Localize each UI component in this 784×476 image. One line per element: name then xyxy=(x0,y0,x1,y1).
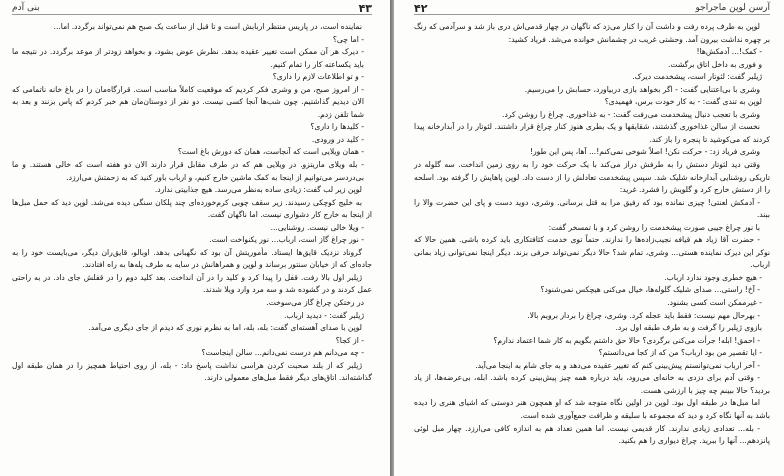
paragraph: - از کجا؟ xyxy=(335,335,364,345)
right-running-head: آرسن لوپن ماجراجو xyxy=(695,3,770,13)
paragraph: - همان ویلایی است که آنجاست، همان که دورش باغ است؟ xyxy=(177,147,364,157)
paragraph: - کمک!... آدمکش‌ها! xyxy=(696,47,762,57)
paragraph: ژیلبر گفت: لئوتار است، پیشخدمت دیرک. xyxy=(632,72,762,82)
paragraph: نماینده است، در پاریس منتظر اربابش است و تا قبل از ساعت یک صبح هم نمی‌تواند برگردد. اما... xyxy=(53,22,362,31)
paragraph: اما مبل‌ها در طبقه اول بود. لوپن در اولین نگاه متوجه شد که او همچون هنر دوستی که اشیای هنری را دیده باشد به آنها نگاه کرد و دید که مجموعه با سلیقه و ظرافت جمع‌آوری شده است. xyxy=(414,398,770,420)
paragraph: - حضرت آقا زیاد هم قیافه نجیب‌زاده‌ها را ندارند. حتماً توی خدمت کثافتکاری باید کرده باشی. همین حالا که نوکر این دیرک نماینده هستی... وشری، تمام شد؟ حالا دیگر نمی‌تواند حرفی بزند. دیگر اینجا نمی‌توانی زیاد بمانی ارباب. xyxy=(414,235,770,270)
paragraph: ژیلبر اول بالا رفت. قفل را پیدا کرد و کلید را در آن انداخت. بعد کلید دوم را در قفلش جای داد. در به راحتی عمل کردند و در گشوده شد و سه مرد وارد ویلا شدند. xyxy=(12,272,372,295)
paragraph: لوپن به طرف پرده رفت و داشت آن را کنار می‌زد که ناگهان در چهار قدمی‌اش دری باز شد و سرآدمی که رنگ بر چهره نداشت بیرون آمد. وحشتی غریب در چشمانش خوانده می‌شد. فریاد کشید: xyxy=(414,22,770,44)
left-page xyxy=(0,0,390,476)
paragraph: وقتی دید لئوتار دستش را به طرفش دراز می‌کند با یک حرکت خود را به روی زمین انداخت. سه گلوله در تاریکی روشنایی آبدارخانه شلیک شد. سپس پیشخدمت تعادلش را از دست داد. لوپن پاهایش را گرفته بود. اسلحه را از دستش خارج کرد و گلویش را فشرد. غرید: xyxy=(414,160,770,195)
paragraph: - چه می‌دانم هم درست نمی‌دانم... سالن اینجاست؟ xyxy=(201,348,364,358)
paragraph: - هیچ خطری وجود ندارد ارباب. xyxy=(664,272,762,282)
paragraph: وشری با بی‌اعتنایی گفت: - اگر بخواهد بازی دربیاورد، حسابش را می‌رسیم. xyxy=(524,84,760,94)
paragraph: - کلیدها را داری؟ xyxy=(310,122,364,132)
paragraph: ژیلبر گفت: - دیدید ارباب. xyxy=(284,310,364,320)
paragraph: - بهرحال مهم نیست: فقط باید عجله کرد. وشری، چراغ را بردار برویم بالا. xyxy=(527,310,760,320)
paragraph: بازوی ژیلبر را گرفت و به طرف طبقه اول برد. xyxy=(615,323,762,333)
left-running-head: بنی آدم xyxy=(12,3,40,13)
paragraph: به خلیج کوچکی رسیدند. زیر سقف چوبی کرم‌خورده‌ای چند پلکان سنگی دیده می‌شد. لوپن دید که حمل مبل‌ها از اینجا به خارج کار دشواری نیست. اما ناگهان گفت. xyxy=(12,197,372,220)
paragraph: - اما چی؟ xyxy=(332,34,364,44)
paragraph: - بله... تعدادی زیادی ندارند. کار قدیمی نیست. اما همین تعداد هم به اندازه کافی می‌ارزد. چهار مبل لوئی پانزدهم... آنها را ببرید. چراغ دیواری را هم بکنید. xyxy=(414,423,770,446)
left-page-body xyxy=(12,21,372,385)
paragraph: - غیرممکن است کسی بشنود. xyxy=(667,298,762,308)
paragraph: - ایا تقصیر من بود ارباب؟ من که از کجا می‌دانستم؟ xyxy=(598,348,762,358)
paragraph: گروناد نزدیک قایق‌ها ایستاد. مأموریتش آن بود که نگهبانی بدهد. اوبالو، قایق‌ران دیگر، می‌بایست خود را به جاده‌ای که از خیابان سنتور برساند و لوپن و همراهانش در سایه به طرف پله‌ها به راه افتادند. xyxy=(12,247,372,270)
paragraph: - بله ویلای ماریتزو. در ویلایی هم که در طرف مقابل قرار دارند الان دو هفته است که خالی هستند. و ما بی‌دردسر می‌توانیم از اینجا به کمک ماشین خارج کنیم، و ارباب باور کنید که به زحمتش می‌ارزد. xyxy=(12,160,364,182)
paragraph: - آخر ارباب نمی‌توانستم پیش‌بینی کنم که تغییر عقیده می‌دهد و به جای شام به اینجا می‌آید. xyxy=(475,360,760,370)
paragraph: و فوری به داخل اتاق برگشت. xyxy=(667,59,762,69)
right-page xyxy=(394,0,784,476)
paragraph: با نور چراغ جیبی صورت پیشخدمت را روشن کرد و با تمسخر گفت: xyxy=(548,222,760,232)
paragraph: لوپن زیر لب گفت: زیادی ساده به‌نظر می‌رسد. هیچ جذابیتی ندارد. xyxy=(154,185,362,195)
paragraph: - ویلا خالی نیست. روشنایی... xyxy=(270,222,364,232)
paragraph: وشری فریاد زد: - حرکت نکن! اصلاً شوخی نمی‌کنم!... آها، پس این طور! xyxy=(529,147,760,157)
paragraph: - احمق! ابله! جرأت می‌کنی برگردی؟ حالا حق داشتم بگویم به کار شما اعتماد ندارم؟ xyxy=(493,335,760,345)
paragraph: - از امروز صبح، من و وشری فکر کردیم که موقعیت کاملاً مناسب است. قرارگاه‌مان را در باغ خانه ناتمامی که الان دیدیم گذاشتیم. چون شب‌ها آنجا کسی نیست. دو نفر از دوستان‌مان هم خبر کردم که پاس بزنند و بعد به شما تلفن زدم. xyxy=(12,84,364,119)
left-page-number: ۴۳ xyxy=(358,1,372,15)
paragraph: - کلید در ورودی. xyxy=(311,134,364,144)
paragraph: نخست از سالن غذاخوری گذشتند، شقایقها و یک بطری هنوز کنار چراغ قرار داشتند. لئوتار را در آبدارخانه پیدا کردند که می‌کوشید تا پنجره را باز کند. xyxy=(414,122,770,144)
paragraph: وشری با تعجب دنبال پیشخدمت می‌رفت گفت: - به غذاخوری. چراغ را روشن کرد. xyxy=(502,109,760,119)
paragraph: در رختکن چراغ گاز می‌سوخت. xyxy=(266,298,364,308)
paragraph: ژیلبر که از بلند صحبت کردن هراسی نداشت پاسخ داد: - بله، از روی احتیاط همچیز را در همان طبقه اول گذاشته‌اند. اتاق‌های دیگر فقط مبل‌های معمولی دارند. xyxy=(12,360,372,383)
right-page-number: ۴۲ xyxy=(414,1,428,15)
paragraph: - وقتی آدم برای دزدی به خانه‌ای می‌رود، باید درباره همه چیز پیش‌بینی کرده باشد. ابله، بی‌عرضه‌ها، از یاد بردید؟ حالا ببینم چه چیز با ارزشی هست. xyxy=(414,373,770,395)
paragraph: لوپن به تندی گفت: - به کار خودت برس، فهمیدی؟ xyxy=(604,97,762,107)
paragraph: - آدمکش لعنتی! چیزی نمانده بود که رفیق مرا به قتل برسانی. وشری، دوید دست و پای این حضرت والا را ببند. xyxy=(414,197,770,220)
paragraph: - دیرک هر آن ممکن است تغییر عقیده بدهد. نظرش عوض بشود، و بخواهد زودتر از موعد برگردد. در نتیجه ما باید یکساعته کار را تمام کنیم. xyxy=(12,47,364,69)
paragraph: - و تو اطلاعات لازم را داری؟ xyxy=(272,72,364,82)
paragraph: - نور چراغ گاز است، ارباب... نور یکنواخت است. xyxy=(209,235,364,245)
paragraph: - آخ! راستی... صدای شلیک گلوله‌ها، خیال می‌کنی هیچکس نمی‌شنود؟ xyxy=(540,285,760,295)
left-page-header xyxy=(12,2,372,15)
right-page-header xyxy=(414,2,770,15)
paragraph: لوپن با صدای آهسته‌ای گفت: بله، بله، اما به نظرم نوری که دیدم از جای دیگری می‌آمد. xyxy=(88,323,362,333)
right-page-body xyxy=(414,21,770,448)
